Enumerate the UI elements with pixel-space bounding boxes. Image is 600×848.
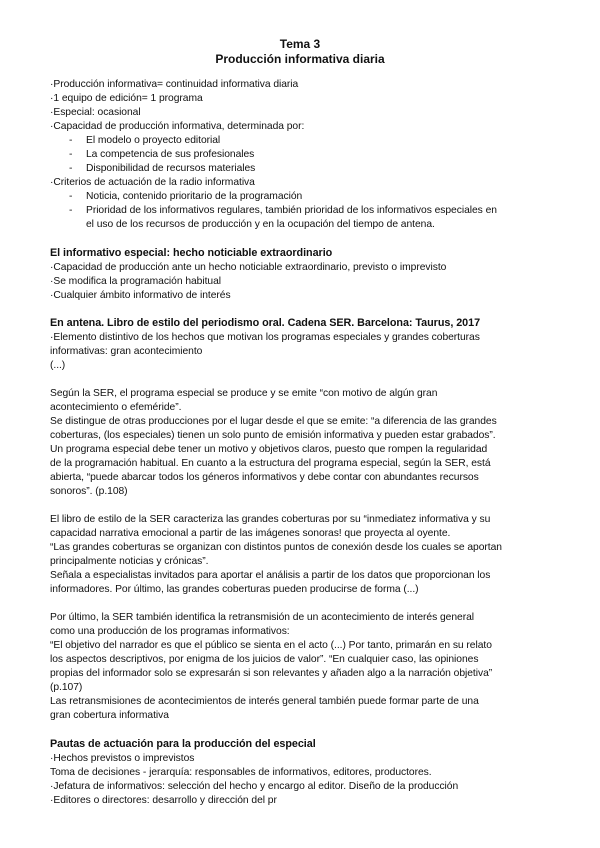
paragraph-line: acontecimiento o efeméride”. <box>50 402 182 413</box>
section-heading: En antena. Libro de estilo del periodismo oral. Cadena SER. Barcelona: Taurus, 2017 <box>50 317 481 329</box>
paragraph-line: de la programación habitual. En cuanto a la estructura del programa especial, según la SER, está <box>50 458 491 469</box>
paragraph-line: abierta, “puede abarcar todos los géneros informativos y debe contar con abundantes recursos <box>50 472 479 483</box>
bullet-dash: - <box>69 135 73 146</box>
paragraph-line: informadores. Por último, las grandes coberturas pueden producirse de forma (...) <box>50 584 419 595</box>
bullet-dash: - <box>69 149 73 160</box>
criteria-item: Prioridad de los informativos regulares, también prioridad de los informativos especiales en <box>86 205 497 216</box>
criteria-item-continuation: el uso de los recursos de producción y en la ocupación del tiempo de antena. <box>86 219 435 230</box>
bullet-dash: - <box>69 191 73 202</box>
section-heading: Pautas de actuación para la producción del especial <box>50 738 316 750</box>
paragraph-line: Por último, la SER también identifica la retransmisión de un acontecimiento de interés general <box>50 612 474 623</box>
paragraph-line: principalmente noticias y crónicas”. <box>50 556 209 567</box>
capacity-item: El modelo o proyecto editorial <box>86 135 221 146</box>
section-line: ·Capacidad de producción ante un hecho noticiable extraordinario, previsto o imprevisto <box>50 262 447 273</box>
paragraph-line: (p.107) <box>50 682 83 693</box>
paragraph-line: Se distingue de otras producciones por el lugar desde el que se emite: “a diferencia de las grandes <box>50 416 497 427</box>
paragraph-line: los aspectos descriptivos, por enigma de los juicios de valor”. “En cualquier caso, las opiniones <box>50 654 479 665</box>
paragraph-line: Según la SER, el programa especial se produce y se emite “con motivo de algún gran <box>50 388 438 399</box>
paragraph-line: como una producción de los programas informativos: <box>50 626 290 637</box>
paragraph-line: Las retransmisiones de acontecimientos de interés general también puede formar parte de una <box>50 696 479 707</box>
bullet-dash: - <box>69 163 73 174</box>
section-line: informativas: gran acontecimiento <box>50 346 203 357</box>
paragraph-line: capacidad narrativa emocional a partir de las imágenes sonoras! que proyecta al oyente. <box>50 528 451 539</box>
section-line: Toma de decisiones - jerarquía: responsables de informativos, editores, productores. <box>50 767 432 778</box>
paragraph-line: “Las grandes coberturas se organizan con distintos puntos de conexión desde los cuales se aportan <box>50 542 502 553</box>
section-line: ·Se modifica la programación habitual <box>50 276 222 287</box>
paragraph-line: Un programa especial debe tener un motivo y objetivos claros, puesto que rompen la regularidad <box>50 444 488 455</box>
section-line: ·Hechos previstos o imprevistos <box>50 753 195 764</box>
section-heading: El informativo especial: hecho noticiable extraordinario <box>50 247 333 259</box>
paragraph-line: sonoros”. (p.108) <box>50 486 128 497</box>
paragraph-line: propias del informador solo se expresarán si son relevantes y añaden algo a la narración objetiva” <box>50 668 493 679</box>
section-line: ·Elemento distintivo de los hechos que motivan los programas especiales y grandes coberturas <box>50 332 480 343</box>
intro-line: ·Producción informativa= continuidad informativa diaria <box>50 79 299 90</box>
section-line: ·Cualquier ámbito informativo de interés <box>50 290 231 301</box>
criteria-item: Noticia, contenido prioritario de la programación <box>86 191 303 202</box>
intro-line: ·Especial: ocasional <box>50 107 141 118</box>
paragraph-line: El libro de estilo de la SER caracteriza las grandes coberturas por su “inmediatez informativa y su <box>50 514 491 525</box>
section-line: ·Jefatura de informativos: selección del hecho y encargo al editor. Diseño de la producción <box>50 781 459 792</box>
document-topic: Tema 3 <box>279 37 321 51</box>
paragraph-line: coberturas, (los especiales) tienen un solo punto de emisión informativa y pueden estar grabados”. <box>50 430 496 441</box>
paragraph-line: Señala a especialistas invitados para aportar el análisis a partir de los datos que proporcionan los <box>50 570 491 581</box>
capacity-item: La competencia de sus profesionales <box>86 149 255 160</box>
capacity-item: Disponibilidad de recursos materiales <box>86 163 256 174</box>
paragraph-line: “El objetivo del narrador es que el público se sienta en el acto (...) Por tanto, primarán en su relato <box>50 640 492 651</box>
intro-line: ·1 equipo de edición= 1 programa <box>50 93 203 104</box>
paragraph-line: gran cobertura informativa <box>50 710 169 721</box>
document-title: Producción informativa diaria <box>215 52 385 66</box>
criteria-heading: ·Criterios de actuación de la radio informativa <box>50 177 255 188</box>
bullet-dash: - <box>69 205 73 216</box>
section-line: (...) <box>50 360 66 371</box>
section-line: ·Editores o directores: desarrollo y dirección del pr <box>50 795 277 806</box>
intro-line: ·Capacidad de producción informativa, determinada por: <box>50 121 305 132</box>
